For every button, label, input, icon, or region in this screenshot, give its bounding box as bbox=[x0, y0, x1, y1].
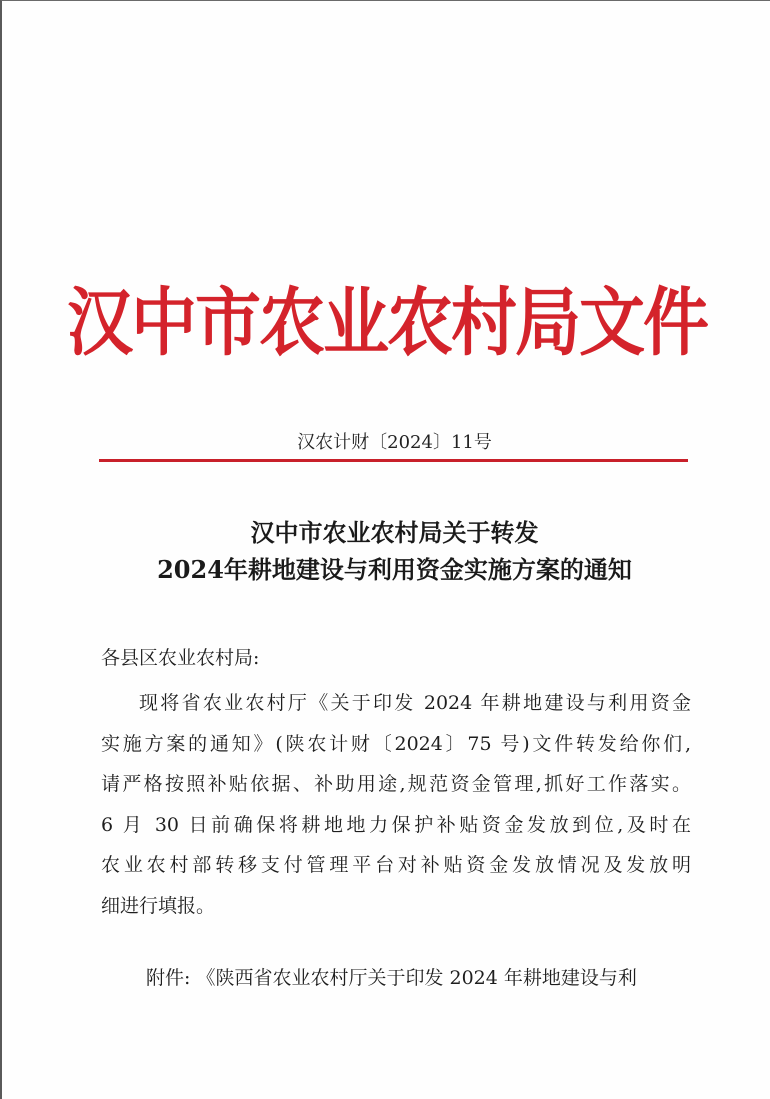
notice-title bbox=[102, 514, 687, 588]
notice-title-line-2: 2024年耕地建设与利用资金实施方案的通知 bbox=[157, 555, 632, 584]
attachment-line bbox=[101, 963, 691, 990]
paragraph-line: 细进行填报。 bbox=[101, 894, 216, 917]
notice-title-line-1: 汉中市农业农村局关于转发 bbox=[250, 518, 539, 547]
red-divider-line bbox=[99, 459, 688, 462]
paragraph-line: 农业农村部转移支付管理平台对补贴资金发放情况及发放明 bbox=[101, 854, 691, 876]
body-paragraph bbox=[101, 683, 691, 926]
attachment-text: 《陕西省农业农村厅关于印发 2024 年耕地建设与利 bbox=[196, 967, 637, 989]
attachment-label: 附件: bbox=[146, 967, 191, 989]
paragraph-line: 现将省农业农村厅《关于印发 2024 年耕地建设与利用资金 bbox=[139, 692, 691, 714]
paragraph-line: 6 月 30 日前确保将耕地地力保护补贴资金发放到位,及时在 bbox=[101, 813, 691, 836]
paragraph-line: 实施方案的通知》(陕农计财〔2024〕75 号)文件转发给你们, bbox=[101, 732, 691, 755]
paragraph-line: 请严格按照补贴依据、补助用途,规范资金管理,抓好工作落实。 bbox=[101, 773, 691, 795]
salutation: 各县区农业农村局: bbox=[101, 647, 260, 669]
document-number: 汉农计财〔2024〕11号 bbox=[297, 432, 492, 453]
issuer-red-header: 汉中市农业农村局文件 bbox=[67, 278, 707, 367]
